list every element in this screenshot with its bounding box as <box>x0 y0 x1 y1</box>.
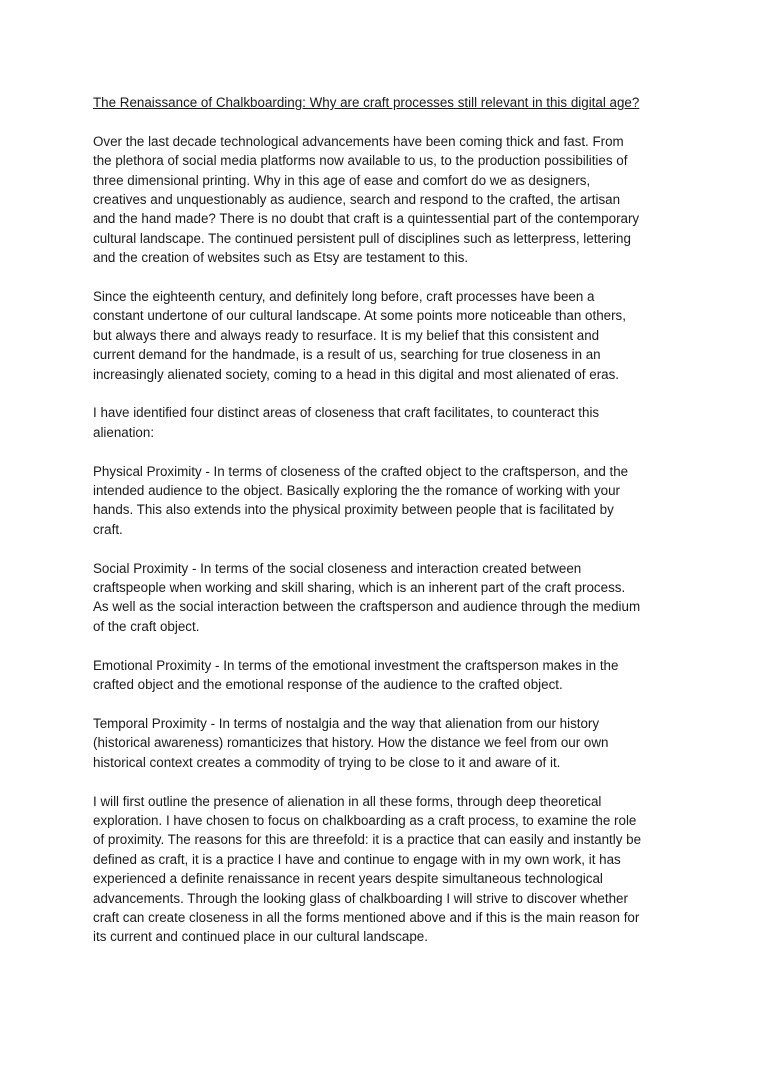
text-line: experienced a definite renaissance in recent years despite simultaneous technological <box>93 871 603 887</box>
document-title: The Renaissance of Chalkboarding: Why are craft processes still relevant in this digital age? <box>93 95 640 110</box>
text-line: but always there and always ready to resurface. It is my belief that this consistent and <box>93 327 600 343</box>
text-line: Emotional Proximity - In terms of the emotional investment the craftsperson makes in the <box>93 657 619 673</box>
text-line: advancements. Through the looking glass of chalkboarding I will strive to discover whether <box>93 890 628 906</box>
text-line: hands. This also extends into the physical proximity between people that is facilitated by <box>93 502 614 518</box>
text-line: alienation: <box>93 424 155 440</box>
text-line: craft can create closeness in all the forms mentioned above and if this is the main reason for <box>93 909 640 925</box>
text-line: intended audience to the object. Basically exploring the the romance of working with your <box>93 483 621 499</box>
text-line: creatives and unquestionably as audience, search and respond to the crafted, the artisan <box>93 192 621 208</box>
text-line: (historical awareness) romanticizes that history. How the distance we feel from our own <box>93 735 609 751</box>
text-line: historical context creates a commodity of trying to be close to it and aware of it. <box>93 754 561 770</box>
paragraph <box>93 714 687 772</box>
text-line: increasingly alienated society, coming to a head in this digital and most alienated of eras. <box>93 366 620 382</box>
paragraph <box>93 462 687 540</box>
text-line: Physical Proximity - In terms of closeness of the crafted object to the craftsperson, and the <box>93 463 629 479</box>
text-line: As well as the social interaction between the craftsperson and audience through the medium <box>93 599 641 615</box>
document-body <box>93 93 687 966</box>
text-line: the plethora of social media platforms now available to us, to the production possibilities of <box>93 153 628 169</box>
text-line: craft. <box>93 521 123 537</box>
paragraph <box>93 559 687 637</box>
text-line: and the hand made? There is no doubt that craft is a quintessential part of the contemporary <box>93 211 640 227</box>
text-line: three dimensional printing. Why in this age of ease and comfort do we as designers, <box>93 172 591 188</box>
text-line: I have identified four distinct areas of closeness that craft facilitates, to counteract this <box>93 405 600 421</box>
text-line: cultural landscape. The continued persistent pull of disciplines such as letterpress, lettering <box>93 230 631 246</box>
text-line: craftspeople when working and skill sharing, which is an inherent part of the craft process. <box>93 580 626 596</box>
paragraph <box>93 403 687 442</box>
paragraph <box>93 132 687 268</box>
text-line: defined as craft, it is a practice I have and continue to engage with in my own work, it has <box>93 851 621 867</box>
text-line: exploration. I have chosen to focus on chalkboarding as a craft process, to examine the role <box>93 812 637 828</box>
text-line: I will first outline the presence of alienation in all these forms, through deep theoretical <box>93 793 602 809</box>
text-line: of proximity. The reasons for this are threefold: it is a practice that can easily and instantly be <box>93 832 642 848</box>
text-line: crafted object and the emotional response of the audience to the crafted object. <box>93 677 563 693</box>
paragraph <box>93 287 687 384</box>
text-line: Over the last decade technological advancements have been coming thick and fast. From <box>93 133 624 149</box>
text-line: its current and continued place in our cultural landscape. <box>93 929 428 945</box>
text-line: constant undertone of our cultural landscape. At some points more noticeable than others, <box>93 308 626 324</box>
paragraph <box>93 656 687 695</box>
paragraph <box>93 792 687 947</box>
paragraph-list <box>93 132 687 947</box>
text-line: Temporal Proximity - In terms of nostalgia and the way that alienation from our history <box>93 715 600 731</box>
text-line: current demand for the handmade, is a result of us, searching for true closeness in an <box>93 347 601 363</box>
text-line: Since the eighteenth century, and definitely long before, craft processes have been a <box>93 289 595 305</box>
text-line: and the creation of websites such as Etsy are testament to this. <box>93 250 469 266</box>
text-line: Social Proximity - In terms of the social closeness and interaction created between <box>93 560 582 576</box>
text-line: of the craft object. <box>93 618 200 634</box>
